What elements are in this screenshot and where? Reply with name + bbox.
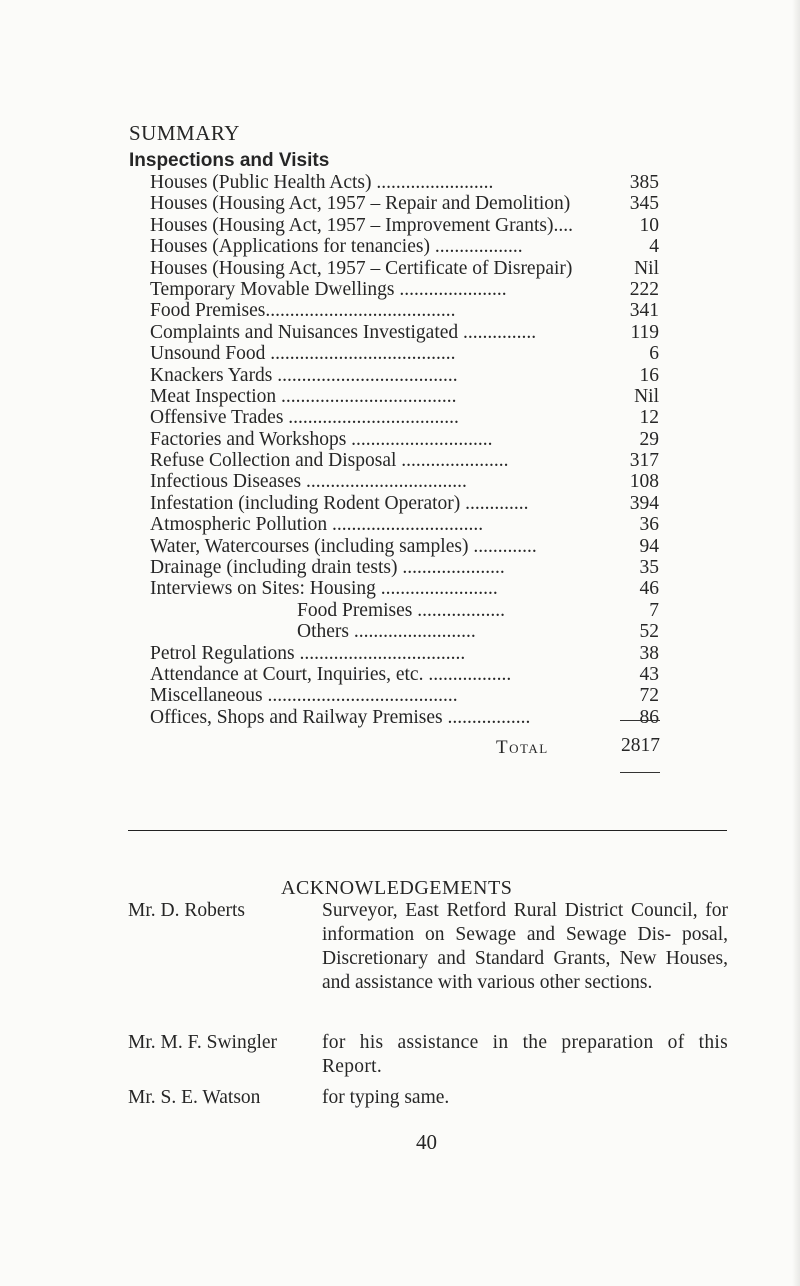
summary-row-value: 394 <box>629 492 659 514</box>
summary-row <box>150 536 659 557</box>
summary-row <box>150 493 659 514</box>
summary-row <box>150 386 659 407</box>
summary-row-label: Drainage (including drain tests) ..................... <box>150 557 505 579</box>
page-number: 40 <box>416 1130 437 1154</box>
summary-row-value: 43 <box>639 663 659 685</box>
summary-row <box>150 557 659 578</box>
summary-row-value: 6 <box>649 343 659 365</box>
acknowledgements-heading: ACKNOWLEDGEMENTS <box>281 877 513 899</box>
summary-row-label: Infestation (including Rodent Operator) ............. <box>150 492 529 514</box>
summary-row-value: 7 <box>649 599 659 621</box>
summary-row-label: Others ......................... <box>297 621 476 643</box>
summary-row-value: 36 <box>639 514 659 536</box>
summary-row-value: 29 <box>639 428 659 450</box>
ack-text-swingler: for his assistance in the preparation of this Report. <box>322 1032 728 1077</box>
summary-row-label: Atmospheric Pollution ............................... <box>150 514 484 536</box>
summary-row <box>150 450 659 471</box>
summary-row-value: 72 <box>639 685 659 707</box>
summary-row <box>150 621 659 642</box>
summary-row-label: Offices, Shops and Railway Premises ................. <box>150 706 531 728</box>
summary-row-value: 119 <box>630 321 659 343</box>
summary-row <box>150 643 659 664</box>
summary-table <box>150 172 659 728</box>
summary-row-label: Houses (Applications for tenancies) .................. <box>150 236 523 258</box>
total-rule-bottom <box>620 772 660 773</box>
total-rule-top <box>620 720 660 721</box>
ack-text-roberts: Surveyor, East Retford Rural District Council, for information on Sewage and Sewage Dis- posal, Discretionary and Standard Grants, New Houses, and assistance with various other sections. <box>322 900 728 993</box>
summary-row <box>150 707 659 728</box>
inspections-subheading: Inspections and Visits <box>129 150 330 171</box>
summary-row-label: Houses (Public Health Acts) ........................ <box>150 172 494 193</box>
summary-row-value: 12 <box>639 407 659 429</box>
summary-row-value: 341 <box>629 300 659 322</box>
summary-row-value: 86 <box>639 706 659 728</box>
summary-row-label: Houses (Housing Act, 1957 – Improvement Grants).... <box>150 214 573 236</box>
summary-row <box>150 685 659 706</box>
summary-row-label: Miscellaneous ....................................... <box>150 685 458 707</box>
summary-row-value: 317 <box>629 450 659 472</box>
summary-row-label: Offensive Trades ................................... <box>150 407 459 429</box>
summary-row-value: 52 <box>639 621 659 643</box>
summary-row-label: Interviews on Sites: Housing ........................ <box>150 578 498 600</box>
summary-row-label: Complaints and Nuisances Investigated ............... <box>150 321 537 343</box>
page-edge-shadow <box>792 0 800 1286</box>
total-value: 2817 <box>621 735 660 756</box>
summary-row <box>150 258 659 279</box>
summary-row <box>150 215 659 236</box>
summary-row-value: 345 <box>629 193 659 215</box>
summary-row-value: 94 <box>639 535 659 557</box>
summary-row <box>150 429 659 450</box>
ack-name-watson: Mr. S. E. Watson <box>128 1087 261 1108</box>
summary-row <box>150 172 659 193</box>
summary-row-value: Nil <box>634 385 659 407</box>
summary-row <box>150 365 659 386</box>
summary-row <box>150 236 659 257</box>
summary-row-value: 385 <box>629 172 659 193</box>
ack-text-watson: for typing same. <box>322 1087 450 1108</box>
summary-row-value: 222 <box>629 278 659 300</box>
summary-row-value: 4 <box>649 236 659 258</box>
summary-row <box>150 407 659 428</box>
summary-row-value: Nil <box>634 257 659 279</box>
summary-row-label: Food Premises .................. <box>297 599 506 621</box>
summary-row-label: Water, Watercourses (including samples) ............. <box>150 535 537 557</box>
total-label: Total <box>496 737 549 758</box>
summary-row-label: Factories and Workshops ............................. <box>150 428 493 450</box>
summary-row <box>150 343 659 364</box>
summary-row-label: Temporary Movable Dwellings ...................... <box>150 278 507 300</box>
summary-row-label: Petrol Regulations .................................. <box>150 642 466 664</box>
summary-row-label: Food Premises....................................... <box>150 300 456 322</box>
summary-row-label: Houses (Housing Act, 1957 – Certificate of Disrepair) <box>150 257 573 279</box>
summary-row <box>150 600 659 621</box>
summary-row <box>150 664 659 685</box>
summary-row <box>150 300 659 321</box>
summary-row-value: 38 <box>639 642 659 664</box>
section-divider <box>128 830 727 831</box>
summary-row <box>150 514 659 535</box>
summary-row-label: Infectious Diseases ................................. <box>150 471 467 493</box>
summary-row <box>150 578 659 599</box>
summary-row-value: 16 <box>639 364 659 386</box>
summary-row <box>150 471 659 492</box>
ack-name-roberts: Mr. D. Roberts <box>128 900 245 921</box>
summary-row-label: Attendance at Court, Inquiries, etc. ................. <box>150 663 512 685</box>
summary-row <box>150 279 659 300</box>
summary-heading: SUMMARY <box>129 121 240 145</box>
summary-row-label: Houses (Housing Act, 1957 – Repair and Demolition) <box>150 193 571 215</box>
summary-row-label: Unsound Food ...................................... <box>150 343 456 365</box>
summary-row-label: Meat Inspection .................................... <box>150 385 457 407</box>
summary-row-label: Refuse Collection and Disposal ...................... <box>150 450 509 472</box>
summary-row-value: 35 <box>639 557 659 579</box>
summary-row <box>150 193 659 214</box>
ack-name-swingler: Mr. M. F. Swingler <box>128 1032 278 1053</box>
summary-row-label: Knackers Yards ..................................... <box>150 364 458 386</box>
summary-row-value: 10 <box>639 214 659 236</box>
summary-row-value: 46 <box>639 578 659 600</box>
summary-row <box>150 322 659 343</box>
summary-row-value: 108 <box>629 471 659 493</box>
